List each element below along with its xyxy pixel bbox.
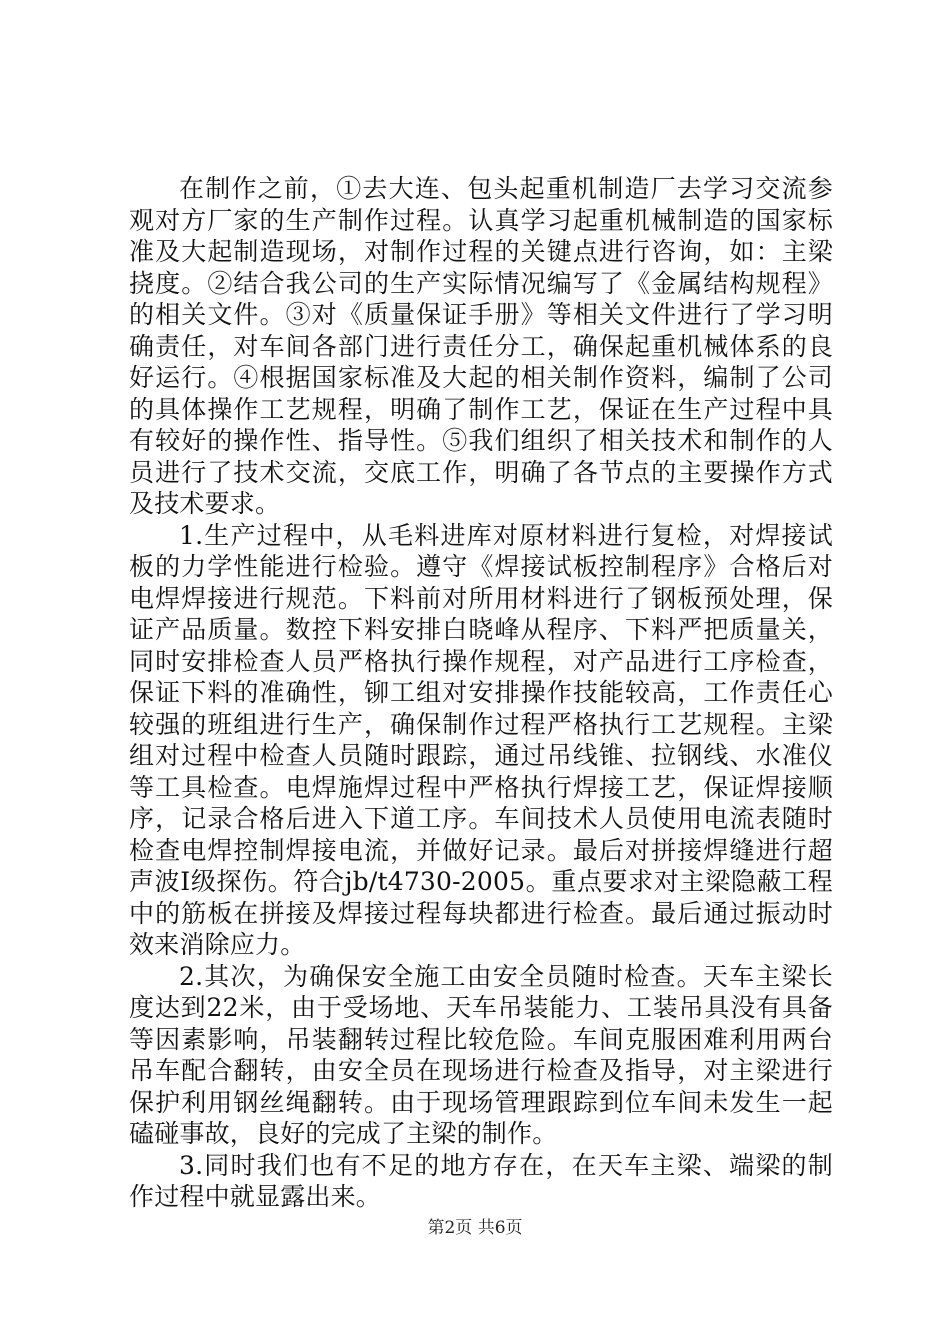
- paragraph-shortcomings: 3.同时我们也有不足的地方存在，在天车主梁、端梁的制作过程中就显露出来。: [129, 1150, 833, 1211]
- paragraph-preparation: 在制作之前，①去大连、包头起重机制造厂去学习交流参观对方厂家的生产制作过程。认真学习起重机械制造的国家标准及大起制造现场，对制作过程的关键点进行咨询，如：主梁挠度。②结合我公司的生产实际情况编写了《金属结构规程》的相关文件。③对《质量保证手册》等相关文件进行了学习明确责任，对车间各部门进行责任分工，确保起重机械体系的良好运行。④根据国家标准及大起的相关制作资料，编制了公司的具体操作工艺规程，明确了制作工艺，保证在生产过程中具有较好的操作性、指导性。⑤我们组织了相关技术和制作的人员进行了技术交流，交底工作，明确了各节点的主要操作方式及技术要求。: [129, 174, 833, 518]
- paragraph-production-process: 1.生产过程中，从毛料进库对原材料进行复检，对焊接试板的力学性能进行检验。遵守《焊接试板控制程序》合格后对电焊焊接进行规范。下料前对所用材料进行了钢板预处理，保证产品质量。数控下料安排白晓峰从程序、下料严把质量关，同时安排检查人员严格执行操作规程，对产品进行工序检查，保证下料的准确性，铆工组对安排操作技能较高，工作责任心较强的班组进行生产，确保制作过程严格执行工艺规程。主梁组对过程中检查人员随时跟踪，通过吊线锥、拉钢线、水准仪等工具检查。电焊施焊过程中严格执行焊接工艺，保证焊接顺序，记录合格后进入下道工序。车间技术人员使用电流表随时检查电焊控制焊接电流，并做好记录。最后对拼接焊缝进行超声波Ⅰ级探伤。符合jb/t4730-2005。重点要求对主梁隐蔽工程中的筋板在拼接及焊接过程每块都进行检查。最后通过振动时效来消除应力。: [129, 520, 833, 959]
- paragraph-safety: 2.其次，为确保安全施工由安全员随时检查。天车主梁长度达到22米，由于受场地、天车吊装能力、工装吊具没有具备等因素影响，吊装翻转过程比较危险。车间克服困难利用两台吊车配合翻转，由安全员在现场进行检查及指导，对主梁进行保护利用钢丝绳翻转。由于现场管理跟踪到位车间未发生一起磕碰事故，良好的完成了主梁的制作。: [129, 961, 833, 1148]
- page-number-footer: 第2页 共6页: [427, 1218, 523, 1238]
- document-body: [129, 173, 833, 1213]
